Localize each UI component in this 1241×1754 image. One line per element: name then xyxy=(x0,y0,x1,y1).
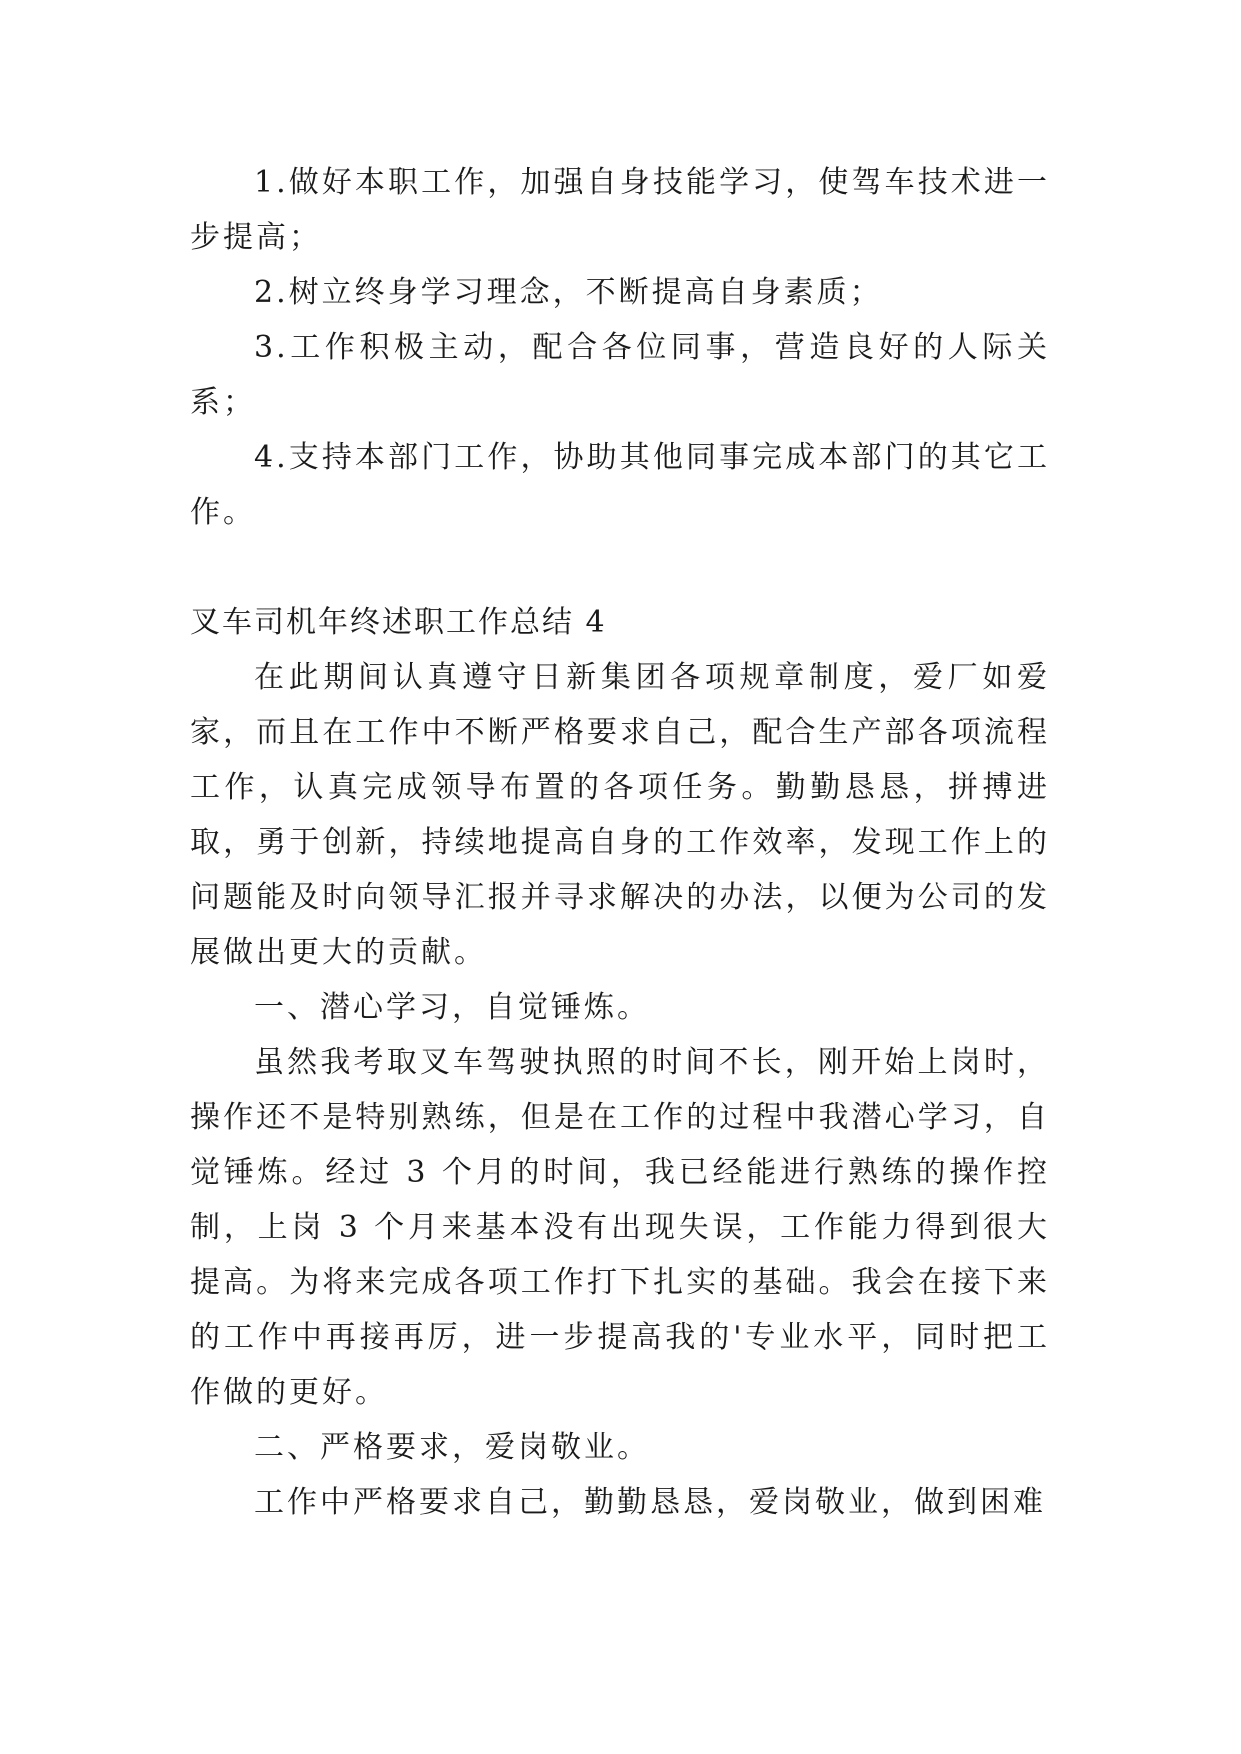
body-paragraph-1: 虽然我考取叉车驾驶执照的时间不长，刚开始上岗时，操作还不是特别熟练，但是在工作的过程中我潜心学习，自觉锤炼。经过 3 个月的时间，我已经能进行熟练的操作控制，上岗 3 个月来基本没有出现失误，工作能力得到很大提高。为将来完成各项工作打下扎实的基础。我会在接下来的工作中再接再厉，进一步提高我的'专业水平，同时把工作做的更好。 xyxy=(190,1045,1050,1410)
body-paragraph-intro: 在此期间认真遵守日新集团各项规章制度，爱厂如爱家，而且在工作中不断严格要求自己，配合生产部各项流程工作，认真完成领导布置的各项任务。勤勤恳恳，拼搏进取，勇于创新，持续地提高自身的工作效率，发现工作上的问题能及时向领导汇报并寻求解决的办法，以便为公司的发展做出更大的贡献。 xyxy=(190,660,1050,970)
section-title: 叉车司机年终述职工作总结 4 xyxy=(190,605,607,640)
document-page xyxy=(190,155,1050,1530)
list-item-2: 2.树立终身学习理念，不断提高自身素质； xyxy=(254,275,883,310)
list-item-4: 4.支持本部门工作，协助其他同事完成本部门的其它工作。 xyxy=(190,440,1050,530)
subheading-2: 二、严格要求，爱岗敬业。 xyxy=(254,1430,650,1465)
body-paragraph-2: 工作中严格要求自己，勤勤恳恳，爱岗敬业，做到困难 xyxy=(254,1485,1046,1520)
subheading-1: 一、潜心学习，自觉锤炼。 xyxy=(254,990,650,1025)
list-item-1: 1.做好本职工作，加强自身技能学习，使驾车技术进一步提高； xyxy=(190,165,1050,255)
list-item-3: 3.工作积极主动，配合各位同事，营造良好的人际关系； xyxy=(190,330,1050,420)
